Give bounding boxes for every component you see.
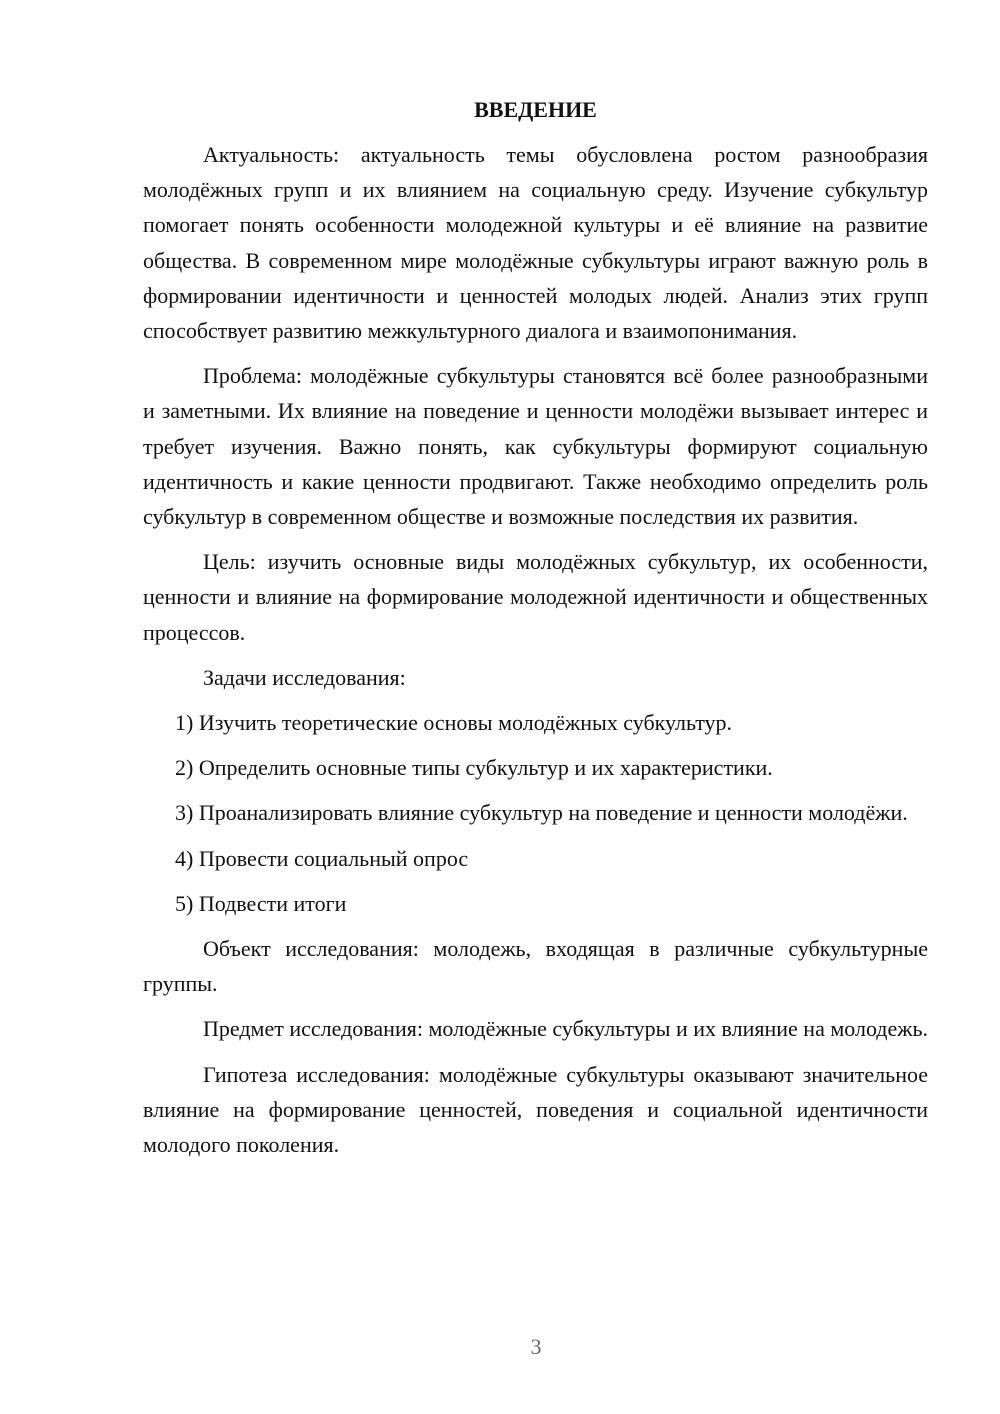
list-item: 5) Подвести итоги [175,890,347,916]
relevance-paragraph: Актуальность: актуальность темы обусловлена ростом разнообразия молодёжных групп и их влиянием на социальную среду. Изучение субкультур помогает понять особенности молодежной культуры и её влияние на развитие общества. В современном мире молодёжные субкультуры играют важную роль в формировании идентичности и ценностей молодых людей. Анализ этих групп способствует развитию межкультурного диалога и взаимопонимания. [143,142,928,344]
goal-paragraph: Цель: изучить основные виды молодёжных субкультур, их особенности, ценности и влияние на формирование молодежной идентичности и общественных процессов. [143,549,928,645]
hypothesis-paragraph: Гипотеза исследования: молодёжные субкультуры оказывают значительное влияние на формирование ценностей, поведения и социальной идентичности молодого поколения. [143,1061,928,1158]
page-number: 3 [530,1334,542,1359]
list-item: 3) Проанализировать влияние субкультур на поведение и ценности молодёжи. [175,800,908,826]
list-item: 4) Провести социальный опрос [175,845,469,871]
object-paragraph: Объект исследования: молодежь, входящая в различные субкультурные группы. [143,936,928,997]
tasks-heading: Задачи исследования: [203,664,406,690]
document-body [143,95,928,1162]
list-item: 1) Изучить теоретические основы молодёжных субкультур. [175,710,733,736]
page-title: ВВЕДЕНИЕ [474,97,597,122]
list-item: 2) Определить основные типы субкультур и их характеристики. [175,755,773,781]
tasks-list [143,705,928,921]
subject-paragraph: Предмет исследования: молодёжные субкультуры и их влияние на молодежь. [203,1016,929,1042]
problem-paragraph: Проблема: молодёжные субкультуры становятся всё более разнообразными и заметными. Их влияние на поведение и ценности молодёжи вызывает интерес и требует изучения. Важно понять, как субкультуры формируют социальную идентичность и какие ценности продвигают. Также необходимо определить роль субкультур в современном обществе и возможные последствия их развития. [143,363,928,530]
